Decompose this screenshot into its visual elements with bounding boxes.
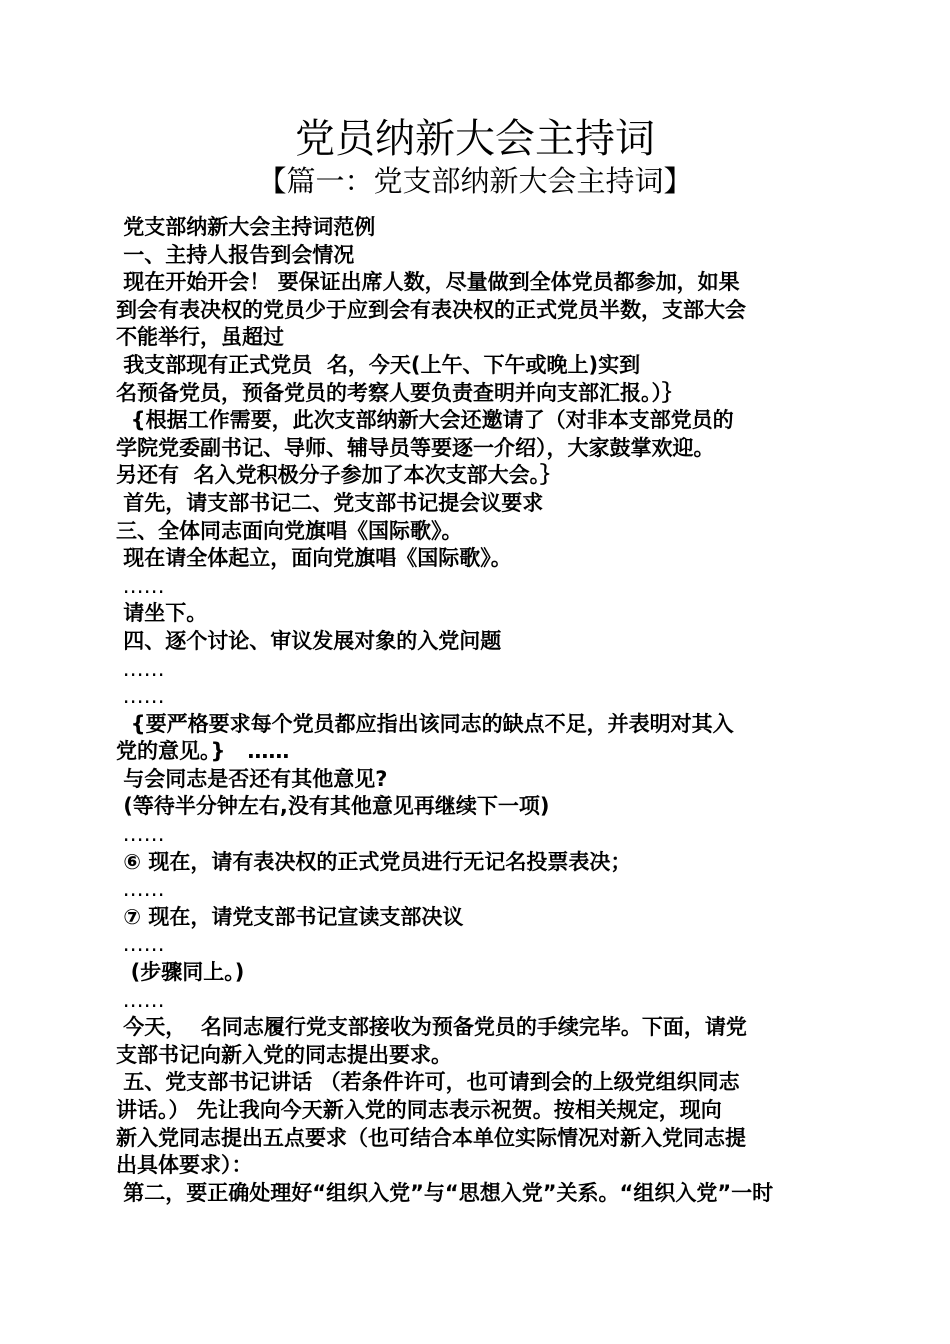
body-line: ……: [116, 822, 165, 847]
body-line: 请坐下。: [116, 601, 208, 626]
body-line: 一、主持人报告到会情况: [116, 242, 355, 267]
body-line: 新入党同志提出五点要求（也可结合本单位实际情况对新入党同志提: [116, 1125, 746, 1150]
body-line: 三、全体同志面向党旗唱《国际歌》。: [116, 518, 463, 543]
body-line: {根据工作需要，此次支部纳新大会还邀请了（对非本支部党员的: [116, 408, 734, 433]
document-body: [116, 214, 838, 1207]
body-line: 党支部纳新大会主持词范例: [116, 215, 376, 239]
body-line: 学院党委副书记、导师、辅导员等要逐一介绍），大家鼓掌欢迎。: [116, 435, 715, 460]
body-line: 不能举行，虽超过: [116, 325, 284, 350]
body-line: {要严格要求每个党员都应指出该同志的缺点不足，并表明对其入: [116, 711, 734, 736]
body-line: 名预备党员，预备党员的考察人要负责查明并向支部汇报。）｝: [116, 380, 683, 405]
body-line: (等待半分钟左右,没有其他意见再继续下一项): [116, 794, 550, 819]
body-line: 我支部现有正式党员 名，今天(上午、下午或晚上)实到: [116, 352, 641, 377]
body-line: 现在开始开会！ 要保证出席人数，尽量做到全体党员都参加，如果: [116, 270, 740, 295]
body-line: (步骤同上。): [116, 960, 245, 985]
body-line: 四、逐个讨论、审议发展对象的入党问题: [116, 628, 502, 653]
body-line: 五、党支部书记讲话 （若条件许可，也可请到会的上级党组织同志: [116, 1070, 740, 1095]
body-line: 第二，要正确处理好“组织入党”与“思想入党”关系。“组织入党”一时: [116, 1180, 774, 1205]
body-line: ……: [116, 656, 165, 681]
body-line: 党的意见。} ……: [116, 739, 290, 764]
body-line: 首先，请支部书记二、党支部书记提会议要求: [116, 490, 544, 515]
body-line: 讲话。） 先让我向今天新入党的同志表示祝贺。按相关规定，现向: [116, 1098, 722, 1122]
body-line: 今天， 名同志履行党支部接收为预备党员的手续完毕。下面，请党: [116, 1015, 747, 1040]
document-subtitle: 【篇一：党支部纳新大会主持词】: [257, 164, 693, 198]
body-line: ⑥ 现在，请有表决权的正式党员进行无记名投票表决；: [116, 849, 632, 874]
body-line: ……: [116, 932, 165, 957]
body-line: ……: [116, 877, 165, 902]
document-title: 党员纳新大会主持词: [295, 116, 655, 162]
body-line: 到会有表决权的党员少于应到会有表决权的正式党员半数，支部大会: [116, 297, 746, 322]
body-line: ……: [116, 684, 165, 709]
body-line: 支部书记向新入党的同志提出要求。: [116, 1042, 452, 1067]
body-line: ……: [116, 573, 165, 598]
body-line: 现在请全体起立，面向党旗唱《国际歌》。: [116, 546, 512, 571]
body-line: ⑦ 现在，请党支部书记宣读支部决议: [116, 904, 464, 929]
body-line: ……: [116, 987, 165, 1012]
body-line: 另还有 名入党积极分子参加了本次支部大会。｝: [116, 463, 562, 488]
body-line: 与会同志是否还有其他意见?: [116, 766, 388, 791]
body-line: 出具体要求）：: [116, 1153, 253, 1178]
